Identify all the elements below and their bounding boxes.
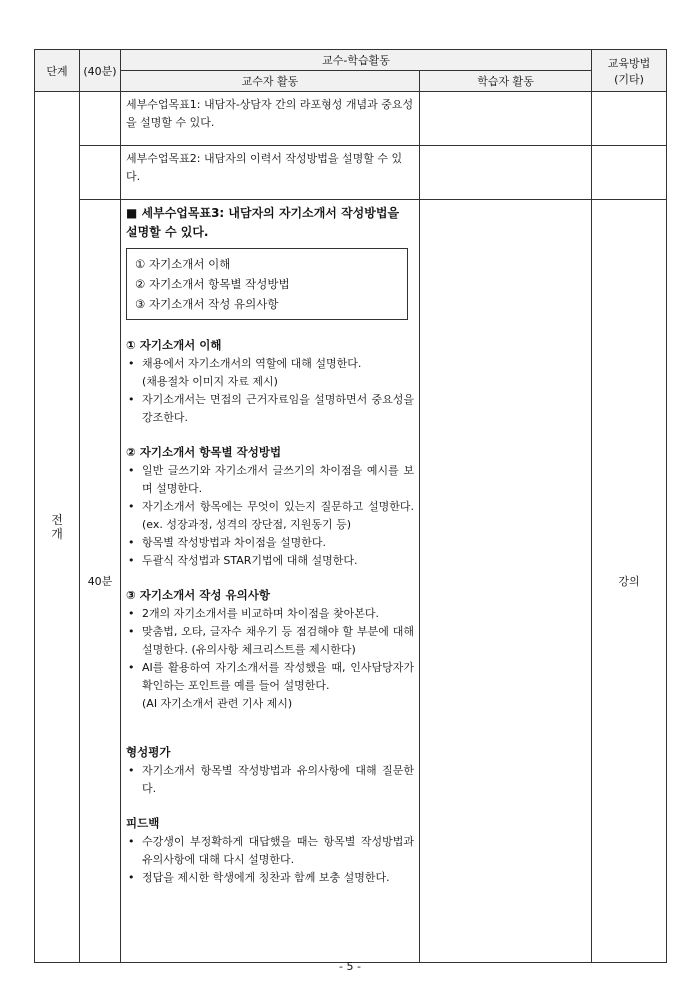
main-time: 40분 bbox=[80, 200, 121, 963]
feedback-title: 피드백 bbox=[126, 816, 160, 830]
header-activity: 교수-학습활동 bbox=[121, 50, 592, 71]
bullet-item: • 자기소개서는 면접의 근거자료임을 설명하면서 중요성을 강조한다. bbox=[126, 391, 414, 427]
section-block bbox=[126, 443, 414, 570]
section-list bbox=[126, 355, 414, 427]
bullet-item: • 2개의 자기소개서를 비교하며 차이점을 찾아본다. bbox=[126, 605, 414, 623]
bullet-item: • 수강생이 부정확하게 대답했을 때는 항목별 작성방법과 유의사항에 대해 다시 설명한다. bbox=[126, 833, 414, 869]
bullet-item: • AI를 활용하여 자기소개서를 작성했을 때, 인사담당자가 확인하는 포인트를 예를 들어 설명한다. bbox=[126, 659, 414, 695]
stage-label bbox=[35, 513, 79, 541]
header-time: (40분) bbox=[80, 50, 121, 92]
section-block bbox=[126, 586, 414, 713]
row1-method bbox=[592, 92, 667, 146]
outline-item: ① 자기소개서 이해 bbox=[135, 257, 231, 271]
section-note: (AI 자기소개서 관련 기사 제시) bbox=[142, 697, 293, 710]
bullet-item: • 자기소개서 항목별 작성방법과 유의사항에 대해 질문한다. bbox=[126, 762, 414, 798]
bullet-item: • 항목별 작성방법과 차이점을 설명한다. bbox=[126, 534, 414, 552]
row2-learner bbox=[420, 146, 592, 200]
bullet-item: • 자기소개서 항목에는 무엇이 있는지 질문하고 설명한다. (ex. 성장과정, 성격의 장단점, 지원동기 등) bbox=[126, 498, 414, 534]
row1-instructor bbox=[121, 92, 420, 146]
section-note: (채용절차 이미지 자료 제시) bbox=[142, 375, 278, 388]
header-method bbox=[592, 50, 667, 92]
row1-objective: 세부수업목표1: 내담자-상담자 간의 라포형성 개념과 중요성을 설명할 수 있다. bbox=[126, 98, 414, 129]
header-learner: 학습자 활동 bbox=[420, 71, 592, 92]
row2-instructor bbox=[121, 146, 420, 200]
feedback-block bbox=[126, 814, 414, 887]
sections bbox=[126, 336, 414, 713]
bullet-item: • 채용에서 자기소개서의 역할에 대해 설명한다. bbox=[126, 355, 414, 373]
main-instructor bbox=[121, 200, 420, 963]
formative-block bbox=[126, 743, 414, 798]
outline-item: ② 자기소개서 항목별 작성방법 bbox=[135, 277, 290, 291]
lesson-plan-table bbox=[34, 49, 667, 963]
bullet-item: • 일반 글쓰기와 자기소개서 글쓰기의 차이점을 예시를 보며 설명한다. bbox=[126, 462, 414, 498]
row1-learner bbox=[420, 92, 592, 146]
outline-item: ③ 자기소개서 작성 유의사항 bbox=[135, 297, 279, 311]
header-method-line2: (기타) bbox=[614, 72, 644, 86]
formative-title: 형성평가 bbox=[126, 745, 171, 759]
formative-list bbox=[126, 762, 414, 798]
feedback-list bbox=[126, 833, 414, 887]
page-number: - 5 - bbox=[339, 960, 361, 973]
section-title: ③ 자기소개서 작성 유의사항 bbox=[126, 588, 270, 602]
stage-char-1: 전 bbox=[51, 513, 63, 527]
main-content bbox=[121, 200, 419, 891]
header-instructor: 교수자 활동 bbox=[121, 71, 420, 92]
section-list bbox=[126, 605, 414, 713]
row2-objective: 세부수업목표2: 내담자의 이력서 작성방법을 설명할 수 있다. bbox=[126, 152, 403, 183]
header-stage: 단계 bbox=[35, 50, 80, 92]
section-title: ② 자기소개서 항목별 작성방법 bbox=[126, 445, 282, 459]
section-title: ① 자기소개서 이해 bbox=[126, 338, 222, 352]
header-method-line1: 교육방법 bbox=[607, 56, 651, 70]
bullet-item: • 정답을 제시한 학생에게 칭찬과 함께 보충 설명한다. bbox=[126, 869, 414, 887]
row2-method bbox=[592, 146, 667, 200]
goal-title: ■ 세부수업목표3: 내담자의 자기소개서 작성방법을 설명할 수 있다. bbox=[126, 206, 400, 239]
row1-time bbox=[80, 92, 121, 146]
section-block bbox=[126, 336, 414, 427]
stage-char-2: 개 bbox=[51, 527, 63, 541]
row2-time bbox=[80, 146, 121, 200]
section-list bbox=[126, 462, 414, 570]
stage-cell bbox=[35, 92, 80, 963]
bullet-item: • 두괄식 작성법과 STAR기법에 대해 설명한다. bbox=[126, 552, 414, 570]
goal-outline-box bbox=[126, 248, 408, 320]
main-learner bbox=[420, 200, 592, 963]
main-method: 강의 bbox=[592, 200, 667, 963]
bullet-item: • 맞춤법, 오타, 글자수 채우기 등 점검해야 할 부분에 대해 설명한다. (유의사항 체크리스트를 제시한다) bbox=[126, 623, 414, 659]
